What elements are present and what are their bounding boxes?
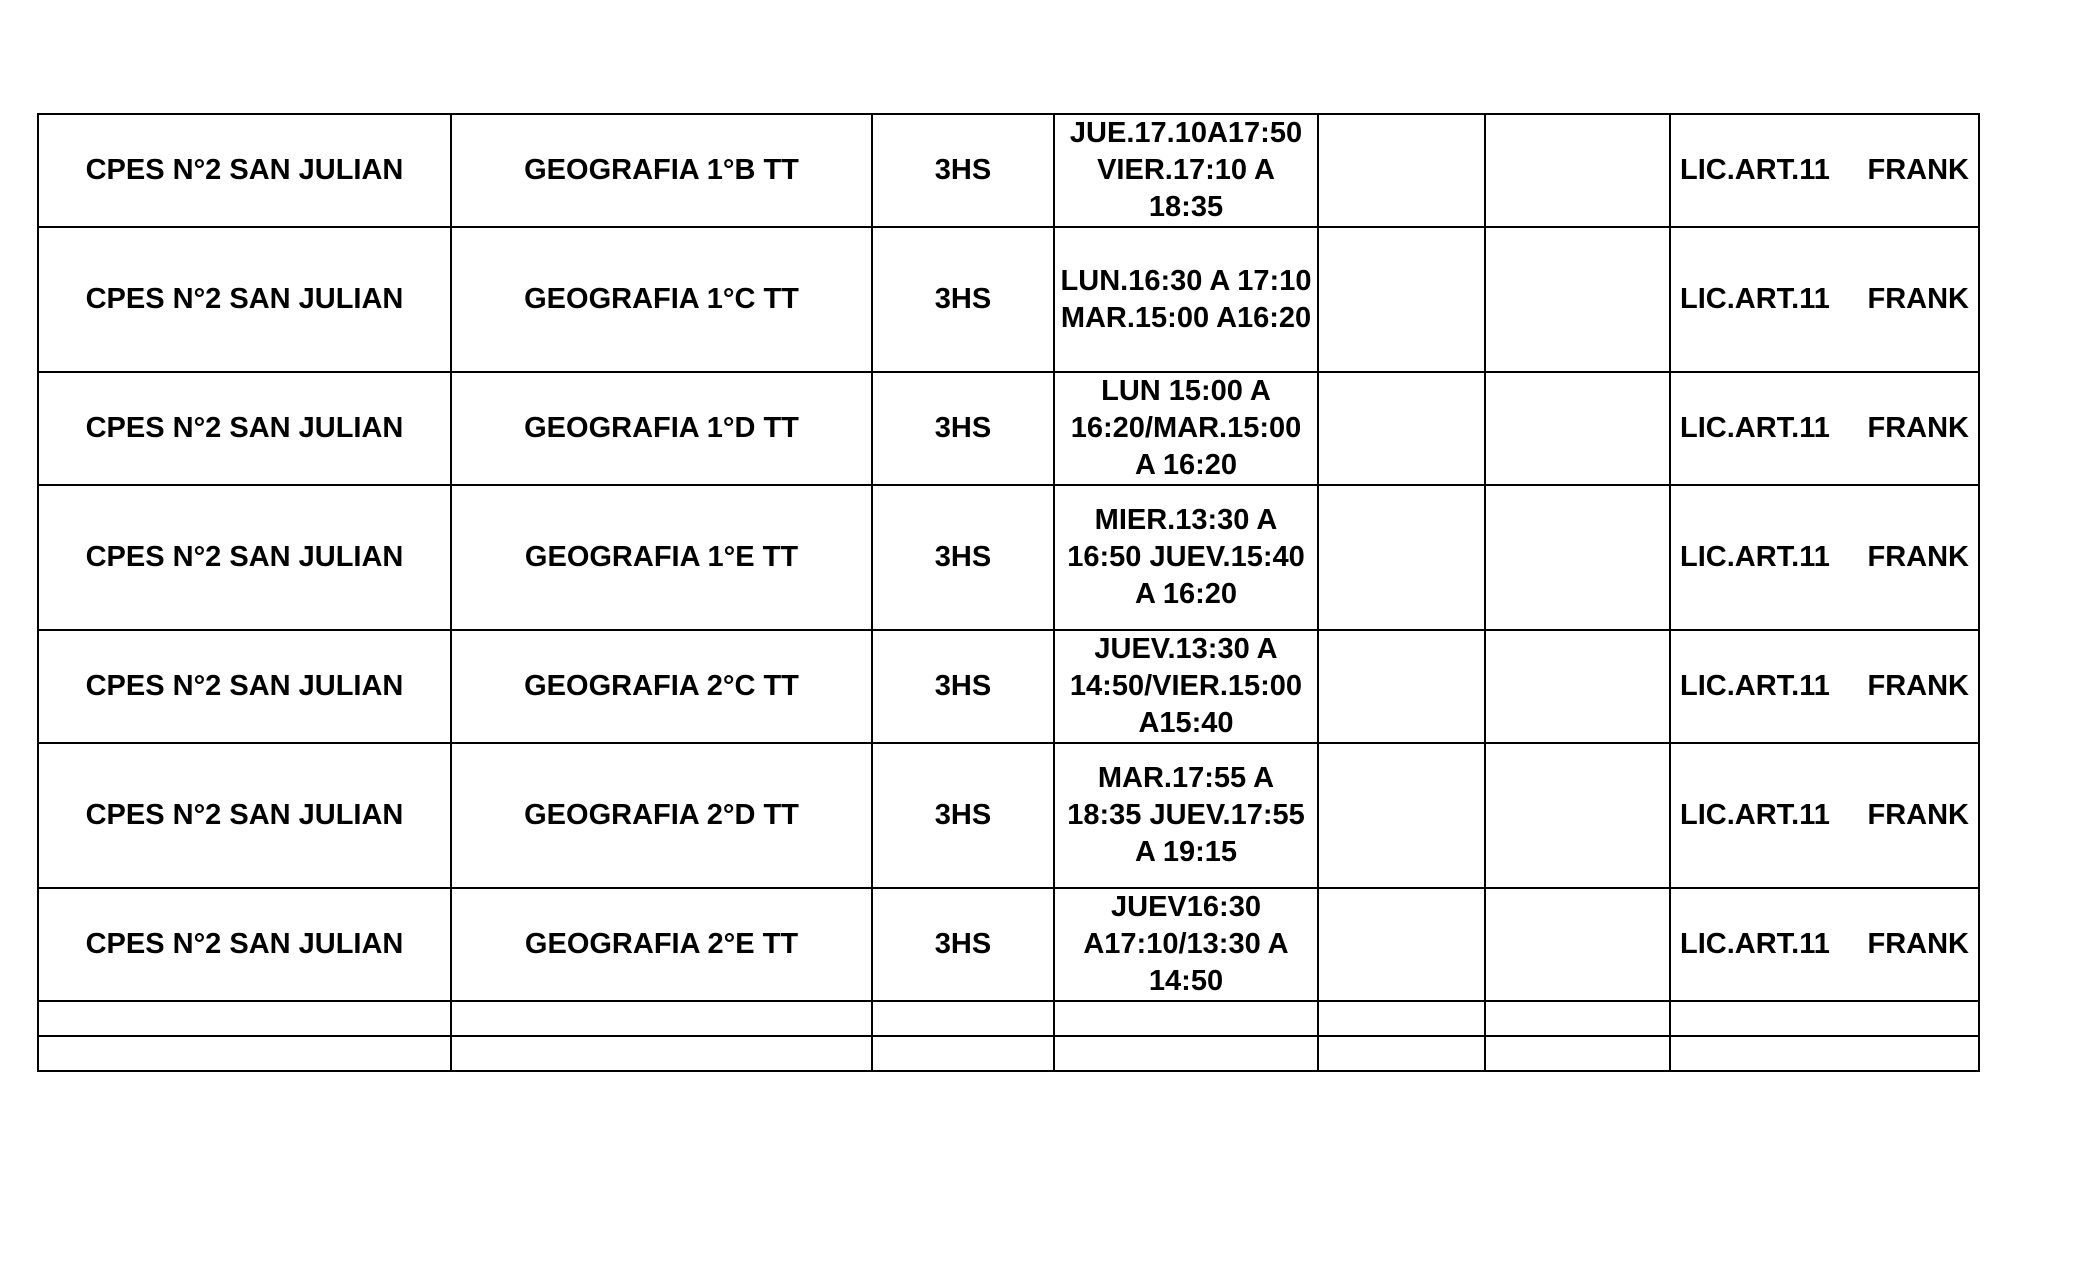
empty-cell <box>1318 485 1485 630</box>
school-cell: CPES N°2 SAN JULIAN <box>38 227 451 372</box>
subject-cell: GEOGRAFIA 1°C TT <box>451 227 872 372</box>
empty-cell <box>1485 1001 1670 1036</box>
empty-cell <box>1318 372 1485 485</box>
teacher-name: FRANK <box>1867 154 1969 186</box>
empty-cell <box>1485 372 1670 485</box>
empty-cell <box>1318 743 1485 888</box>
hours-cell: 3HS <box>872 372 1054 485</box>
teacher-name: FRANK <box>1867 799 1969 831</box>
empty-cell <box>1485 888 1670 1001</box>
school-cell: CPES N°2 SAN JULIAN <box>38 743 451 888</box>
subject-cell: GEOGRAFIA 2°C TT <box>451 630 872 743</box>
license-label: LIC.ART.11 <box>1680 670 1830 702</box>
table-row <box>38 743 1979 888</box>
school-cell: CPES N°2 SAN JULIAN <box>38 114 451 227</box>
teacher-name: FRANK <box>1867 670 1969 702</box>
empty-cell <box>1485 1036 1670 1071</box>
empty-cell <box>38 1001 451 1036</box>
school-cell: CPES N°2 SAN JULIAN <box>38 372 451 485</box>
table-row <box>38 114 1979 227</box>
empty-cell <box>1485 743 1670 888</box>
subject-cell: GEOGRAFIA 1°B TT <box>451 114 872 227</box>
table-row <box>38 227 1979 372</box>
license-label: LIC.ART.11 <box>1680 799 1830 831</box>
hours-cell: 3HS <box>872 888 1054 1001</box>
empty-row <box>38 1036 1979 1071</box>
schedule-cell: MIER.13:30 A 16:50 JUEV.15:40 A 16:20 <box>1054 485 1318 630</box>
hours-cell: 3HS <box>872 227 1054 372</box>
empty-cell <box>1318 888 1485 1001</box>
table-row <box>38 485 1979 630</box>
license-cell <box>1670 227 1979 372</box>
empty-cell <box>1670 1036 1979 1071</box>
schedule-cell: LUN.16:30 A 17:10 MAR.15:00 A16:20 <box>1054 227 1318 372</box>
hours-cell: 3HS <box>872 485 1054 630</box>
license-cell <box>1670 630 1979 743</box>
schedule-cell: MAR.17:55 A 18:35 JUEV.17:55 A 19:15 <box>1054 743 1318 888</box>
license-label: LIC.ART.11 <box>1680 283 1830 315</box>
schedule-cell: JUEV.13:30 A 14:50/VIER.15:00 A15:40 <box>1054 630 1318 743</box>
subject-cell: GEOGRAFIA 2°E TT <box>451 888 872 1001</box>
empty-cell <box>451 1001 872 1036</box>
license-cell <box>1670 485 1979 630</box>
license-label: LIC.ART.11 <box>1680 154 1830 186</box>
empty-cell <box>1485 485 1670 630</box>
empty-cell <box>1670 1001 1979 1036</box>
empty-cell <box>872 1001 1054 1036</box>
empty-cell <box>1318 1036 1485 1071</box>
table-row <box>38 372 1979 485</box>
teacher-name: FRANK <box>1867 928 1969 960</box>
empty-cell <box>38 1036 451 1071</box>
empty-cell <box>1318 114 1485 227</box>
teacher-name: FRANK <box>1867 541 1969 573</box>
schedule-cell: JUE.17.10A17:50 VIER.17:10 A 18:35 <box>1054 114 1318 227</box>
empty-cell <box>1485 227 1670 372</box>
schedule-table <box>37 113 1980 1072</box>
empty-cell <box>872 1036 1054 1071</box>
empty-cell <box>1318 630 1485 743</box>
school-cell: CPES N°2 SAN JULIAN <box>38 888 451 1001</box>
table-row <box>38 630 1979 743</box>
empty-cell <box>1054 1036 1318 1071</box>
teacher-name: FRANK <box>1867 412 1969 444</box>
schedule-cell: LUN 15:00 A 16:20/MAR.15:00 A 16:20 <box>1054 372 1318 485</box>
empty-row <box>38 1001 1979 1036</box>
subject-cell: GEOGRAFIA 2°D TT <box>451 743 872 888</box>
subject-cell: GEOGRAFIA 1°E TT <box>451 485 872 630</box>
school-cell: CPES N°2 SAN JULIAN <box>38 630 451 743</box>
license-cell <box>1670 743 1979 888</box>
empty-cell <box>1318 1001 1485 1036</box>
subject-cell: GEOGRAFIA 1°D TT <box>451 372 872 485</box>
hours-cell: 3HS <box>872 743 1054 888</box>
schedule-cell: JUEV16:30 A17:10/13:30 A 14:50 <box>1054 888 1318 1001</box>
hours-cell: 3HS <box>872 114 1054 227</box>
license-label: LIC.ART.11 <box>1680 412 1830 444</box>
teacher-name: FRANK <box>1867 283 1969 315</box>
license-label: LIC.ART.11 <box>1680 928 1830 960</box>
license-cell <box>1670 114 1979 227</box>
table-row <box>38 888 1979 1001</box>
empty-cell <box>1318 227 1485 372</box>
school-cell: CPES N°2 SAN JULIAN <box>38 485 451 630</box>
license-cell <box>1670 372 1979 485</box>
empty-cell <box>451 1036 872 1071</box>
license-label: LIC.ART.11 <box>1680 541 1830 573</box>
empty-cell <box>1054 1001 1318 1036</box>
hours-cell: 3HS <box>872 630 1054 743</box>
license-cell <box>1670 888 1979 1001</box>
empty-cell <box>1485 630 1670 743</box>
empty-cell <box>1485 114 1670 227</box>
